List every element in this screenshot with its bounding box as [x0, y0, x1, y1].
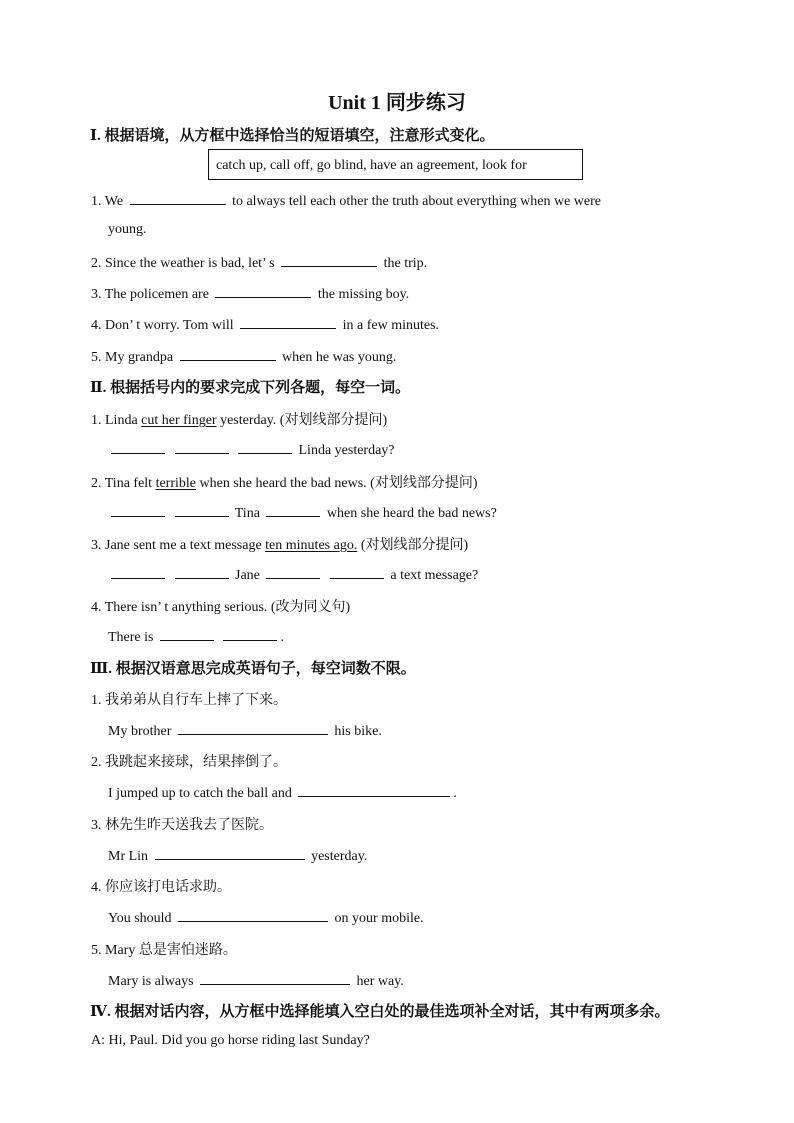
answer-blank[interactable] — [178, 721, 328, 735]
answer-blank[interactable] — [330, 565, 384, 579]
s2-answer-3: Jane a text message? — [108, 565, 478, 584]
answer-blank[interactable] — [111, 565, 165, 579]
answer-blank[interactable] — [175, 503, 229, 517]
answer-blank[interactable] — [298, 783, 450, 797]
section-3-heading: Ⅲ. 根据汉语意思完成英语句子，每空词数不限。 — [90, 661, 416, 677]
s1-question-2: 2. Since the weather is bad, let’ s the trip. — [91, 253, 427, 272]
s3-question-1-cn: 1. 我弟弟从自行车上摔了下来。 — [91, 693, 287, 708]
answer-blank[interactable] — [180, 347, 276, 361]
answer-blank[interactable] — [175, 440, 229, 454]
s1-question-5: 5. My grandpa when he was young. — [91, 347, 396, 366]
s3-answer-4: You should on your mobile. — [108, 908, 424, 927]
s3-question-2-cn: 2. 我跳起来接球，结果摔倒了。 — [91, 755, 287, 770]
s3-question-5-cn: 5. Mary 总是害怕迷路。 — [91, 943, 237, 958]
section-4-heading: Ⅳ. 根据对话内容，从方框中选择能填入空白处的最佳选项补全对话，其中有两项多余。 — [90, 1004, 670, 1020]
s3-answer-5: Mary is always her way. — [108, 971, 404, 990]
section-1-heading: Ⅰ. 根据语境，从方框中选择恰当的短语填空，注意形式变化。 — [90, 128, 495, 144]
answer-blank[interactable] — [155, 846, 305, 860]
answer-blank[interactable] — [178, 908, 328, 922]
word-box: catch up, call off, go blind, have an agreement, look for — [208, 149, 583, 180]
s3-question-3-cn: 3. 林先生昨天送我去了医院。 — [91, 818, 273, 833]
underlined-phrase: terrible — [155, 476, 196, 491]
s2-answer-1: Linda yesterday? — [108, 440, 395, 459]
s2-answer-2: Tina when she heard the bad news? — [108, 503, 497, 522]
answer-blank[interactable] — [160, 627, 214, 641]
s1-question-1: 1. We to always tell each other the truth about everything when we were — [91, 191, 601, 210]
page-title: Unit 1 同步练习 — [328, 92, 466, 114]
answer-blank[interactable] — [111, 440, 165, 454]
answer-blank[interactable] — [240, 315, 336, 329]
s4-dialogue-line-1: A: Hi, Paul. Did you go horse riding last Sunday? — [91, 1033, 370, 1048]
answer-blank[interactable] — [223, 627, 277, 641]
s3-answer-3: Mr Lin yesterday. — [108, 846, 367, 865]
s2-question-3: 3. Jane sent me a text message ten minutes ago. (对划线部分提问) — [91, 538, 469, 553]
underlined-phrase: cut her finger — [141, 413, 217, 428]
s2-answer-4: There is . — [108, 627, 284, 646]
s1-question-4: 4. Don’ t worry. Tom will in a few minutes. — [91, 315, 439, 334]
underlined-phrase: ten minutes ago. — [265, 538, 358, 553]
s1-question-3: 3. The policemen are the missing boy. — [91, 284, 409, 303]
answer-blank[interactable] — [215, 284, 311, 298]
s3-answer-2: I jumped up to catch the ball and . — [108, 783, 457, 802]
answer-blank[interactable] — [266, 503, 320, 517]
s2-question-1: 1. Linda cut her finger yesterday. (对划线部分提问) — [91, 413, 388, 428]
s1-question-1-cont: young. — [108, 222, 147, 237]
s2-question-4: 4. There isn’ t anything serious. (改为同义句) — [91, 600, 351, 615]
answer-blank[interactable] — [130, 191, 226, 205]
answer-blank[interactable] — [111, 503, 165, 517]
s3-question-4-cn: 4. 你应该打电话求助。 — [91, 880, 231, 895]
section-2-heading: Ⅱ. 根据括号内的要求完成下列各题，每空一词。 — [90, 380, 411, 396]
answer-blank[interactable] — [266, 565, 320, 579]
s3-answer-1: My brother his bike. — [108, 721, 382, 740]
s2-question-2: 2. Tina felt terrible when she heard the bad news. (对划线部分提问) — [91, 476, 478, 491]
answer-blank[interactable] — [281, 253, 377, 267]
answer-blank[interactable] — [238, 440, 292, 454]
answer-blank[interactable] — [200, 971, 350, 985]
answer-blank[interactable] — [175, 565, 229, 579]
